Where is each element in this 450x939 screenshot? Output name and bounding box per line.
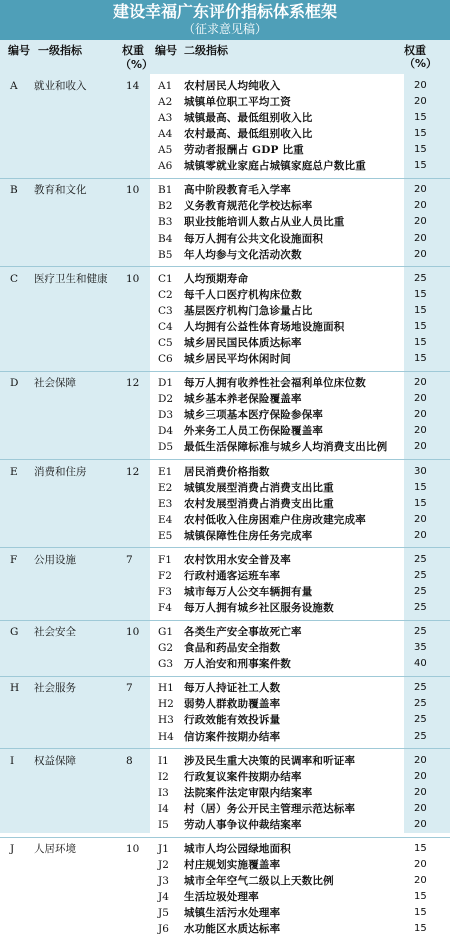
table-row (0, 335, 450, 351)
table-row (0, 841, 450, 857)
sub-weight: 20 (414, 802, 427, 814)
sub-code: I5 (158, 818, 169, 831)
sub-code: E5 (158, 529, 173, 542)
table-row (0, 552, 450, 568)
group-code: I (10, 754, 15, 767)
sub-name: 农村居民人均纯收入 (184, 80, 281, 92)
table-row (0, 198, 450, 214)
group-name: 社会保障 (34, 377, 76, 390)
group-name: 公用设施 (34, 553, 76, 566)
sub-code: E1 (158, 465, 173, 478)
table-row (0, 182, 450, 198)
sub-code: F2 (158, 569, 172, 582)
table-row (0, 391, 450, 407)
table-row (0, 158, 450, 174)
sub-name: 每万人持证社工人数 (184, 682, 281, 695)
sub-code: I1 (158, 754, 169, 767)
table-row (0, 110, 450, 126)
sub-name: 居民消费价格指数 (184, 465, 270, 478)
group-weight: 10 (126, 626, 140, 639)
table-row (0, 423, 450, 439)
sub-code: A4 (158, 128, 173, 141)
table-row (0, 769, 450, 785)
sub-weight: 20 (414, 80, 427, 91)
group-code: A (10, 80, 18, 92)
sub-weight: 25 (414, 569, 427, 581)
sub-name: 年人均参与文化活动次数 (184, 248, 302, 261)
sub-code: C5 (158, 337, 173, 350)
table-row (0, 921, 450, 937)
sub-code: C1 (158, 272, 173, 285)
group-code: H (10, 682, 20, 695)
table-row (0, 600, 450, 616)
group-weight: 7 (126, 682, 133, 695)
sub-code: D3 (158, 409, 174, 422)
group-divider (0, 371, 450, 372)
group-name: 社会安全 (34, 626, 76, 639)
sub-code: B1 (158, 184, 173, 197)
sub-code: E4 (158, 513, 173, 526)
sub-weight: 15 (414, 144, 427, 156)
group-code: C (10, 272, 19, 285)
sub-name: 每万人拥有城乡社区服务设施数 (184, 602, 334, 615)
sub-weight: 20 (414, 184, 427, 196)
sub-weight: 25 (414, 626, 427, 638)
table-row (0, 753, 450, 769)
group-weight: 10 (126, 843, 140, 855)
sub-weight: 15 (414, 497, 427, 509)
sub-code: J3 (158, 875, 169, 888)
sub-weight: 20 (414, 529, 427, 541)
sub-weight: 25 (414, 714, 427, 726)
sub-weight: 15 (414, 891, 427, 903)
indicator-group (0, 678, 450, 746)
sub-code: A2 (158, 96, 173, 109)
sub-name: 水功能区水质达标率 (184, 923, 281, 936)
group-name: 医疗卫生和健康 (34, 272, 108, 285)
sub-name: 行政复议案件按期办结率 (184, 770, 302, 783)
sub-code: G3 (158, 658, 174, 671)
sub-code: E3 (158, 497, 173, 510)
indicator-group (0, 269, 450, 369)
sub-weight: 15 (414, 112, 427, 124)
sub-name: 人均拥有公益性体育场地设施面积 (184, 320, 345, 333)
sub-code: D4 (158, 425, 174, 438)
sub-weight: 20 (414, 425, 427, 437)
sub-name: 信访案件按期办结率 (184, 730, 281, 743)
indicator-group (0, 550, 450, 618)
sub-name: 城乡基本养老保险覆盖率 (184, 393, 302, 406)
table-row (0, 271, 450, 287)
table-row (0, 512, 450, 528)
sub-weight: 15 (414, 353, 427, 365)
table-row (0, 873, 450, 889)
group-divider (0, 837, 450, 838)
sub-code: F4 (158, 602, 172, 615)
table-row (0, 857, 450, 873)
sub-name: 城乡三项基本医疗保险参保率 (184, 409, 324, 422)
sub-weight: 20 (414, 248, 427, 260)
sub-weight: 20 (414, 200, 427, 212)
sub-code: C3 (158, 304, 173, 317)
sub-code: F1 (158, 553, 172, 566)
sub-weight: 15 (414, 160, 427, 172)
group-weight: 12 (126, 465, 140, 478)
group-divider (0, 178, 450, 179)
table-row (0, 528, 450, 544)
table-row (0, 214, 450, 230)
table-row (0, 78, 450, 94)
sub-weight: 25 (414, 602, 427, 614)
indicator-group (0, 373, 450, 457)
sub-weight: 15 (414, 128, 427, 140)
table-row (0, 351, 450, 367)
column-headers (0, 40, 450, 74)
sub-code: H1 (158, 682, 174, 695)
sub-name: 职业技能培训人数占从业人员比重 (184, 216, 345, 229)
sub-name: 涉及民生重大决策的民调率和听证率 (184, 754, 356, 767)
sub-name: 农村低收入住房困难户住房改建完成率 (184, 513, 366, 526)
sub-name: 最低生活保障标准与城乡人均消费支出比例 (184, 441, 388, 454)
sub-weight: 30 (414, 465, 427, 477)
sub-weight: 20 (414, 96, 427, 108)
sub-weight: 25 (414, 553, 427, 565)
sub-code: F3 (158, 585, 172, 598)
table-row (0, 247, 450, 263)
sub-code: H4 (158, 730, 174, 743)
sub-name: 城市每万人公交车辆拥有量 (184, 585, 313, 598)
sub-weight: 15 (414, 304, 427, 316)
sub-code: H3 (158, 714, 174, 727)
indicator-group (0, 462, 450, 546)
table-row (0, 656, 450, 672)
sub-name: 城镇发展型消费占消费支出比重 (184, 481, 334, 494)
sub-name: 城镇生活污水处理率 (184, 907, 281, 920)
sub-name: 外来务工人员工伤保险覆盖率 (184, 425, 324, 438)
table-header (0, 0, 450, 40)
table-row (0, 231, 450, 247)
sub-name: 城乡居民平均休闲时间 (184, 353, 291, 366)
group-name: 社会服务 (34, 682, 76, 695)
group-weight: 8 (126, 754, 133, 767)
sub-code: B3 (158, 216, 173, 229)
sub-code: H2 (158, 698, 174, 711)
sub-name: 食品和药品安全指数 (184, 642, 281, 655)
sub-weight: 20 (414, 441, 427, 453)
group-code: F (10, 553, 18, 566)
sub-code: C4 (158, 320, 173, 333)
sub-name: 行政效能有效投诉量 (184, 714, 281, 727)
group-weight: 14 (126, 80, 140, 92)
sub-weight: 15 (414, 923, 427, 935)
table-row (0, 287, 450, 303)
group-weight: 10 (126, 272, 140, 285)
col-code: 编号 (8, 44, 30, 57)
sub-code: C2 (158, 288, 173, 301)
sub-code: A3 (158, 112, 173, 125)
table-row (0, 785, 450, 801)
sub-name: 人均预期寿命 (184, 272, 249, 285)
indicator-group (0, 751, 450, 835)
sub-weight: 20 (414, 818, 427, 830)
sub-weight: 25 (414, 682, 427, 694)
sub-weight: 40 (414, 658, 427, 670)
sub-code: I2 (158, 770, 169, 783)
group-weight: 12 (126, 377, 140, 390)
table-row (0, 94, 450, 110)
table-row (0, 407, 450, 423)
table-row (0, 817, 450, 833)
group-name: 权益保障 (34, 754, 76, 767)
group-divider (0, 620, 450, 621)
sub-name: 村（居）务公开民主管理示范达标率 (184, 802, 356, 815)
sub-code: J2 (158, 859, 169, 872)
group-divider (0, 266, 450, 267)
sub-weight: 20 (414, 770, 427, 782)
sub-name: 高中阶段教育毛入学率 (184, 184, 291, 197)
sub-weight: 15 (414, 907, 427, 919)
sub-name: 行政村通客运班车率 (184, 569, 281, 582)
table-row (0, 624, 450, 640)
table-row (0, 889, 450, 905)
sub-name: 义务教育规范化学校达标率 (184, 200, 313, 213)
sub-weight: 20 (414, 377, 427, 389)
sub-name: 每万人拥有公共文化设施面积 (184, 232, 324, 245)
group-divider (0, 748, 450, 749)
table-row (0, 126, 450, 142)
sub-code: G2 (158, 642, 174, 655)
sub-name: 生活垃圾处理率 (184, 891, 259, 904)
table-row (0, 375, 450, 391)
sub-name: 城乡居民国民体质达标率 (184, 337, 302, 350)
sub-weight: 20 (414, 513, 427, 525)
col-sub-code: 编号 (155, 44, 177, 57)
group-code: E (10, 465, 18, 478)
group-weight: 10 (126, 184, 140, 197)
sub-weight: 25 (414, 698, 427, 710)
sub-weight: 15 (414, 481, 427, 493)
sub-weight: 20 (414, 216, 427, 228)
group-code: J (10, 843, 15, 855)
group-code: D (10, 377, 19, 390)
table-row (0, 496, 450, 512)
sub-name: 农村最高、最低组别收入比 (184, 128, 313, 141)
sub-weight: 15 (414, 337, 427, 349)
table-row (0, 568, 450, 584)
col-secondary: 二级指标 (184, 44, 228, 57)
sub-name: 农村发展型消费占消费支出比重 (184, 497, 334, 510)
sub-name: 各类生产安全事故死亡率 (184, 626, 302, 639)
table-title: 建设幸福广东评价指标体系框架 (112, 2, 337, 21)
sub-code: D1 (158, 377, 174, 390)
sub-name: 基层医疗机构门急诊量占比 (184, 304, 313, 317)
sub-weight: 20 (414, 232, 427, 244)
sub-name: 劳动者报酬占 GDP 比重 (184, 144, 304, 157)
sub-weight: 15 (414, 288, 427, 300)
sub-code: C6 (158, 353, 173, 366)
group-divider (0, 459, 450, 460)
sub-weight: 20 (414, 786, 427, 798)
indicator-group (0, 622, 450, 674)
table-row (0, 801, 450, 817)
sub-weight: 20 (414, 409, 427, 421)
sub-name: 村庄规划实施覆盖率 (184, 859, 281, 872)
sub-name: 劳动人事争议仲裁结案率 (184, 818, 302, 831)
group-code: B (10, 184, 18, 197)
table-row (0, 480, 450, 496)
indicator-group (0, 76, 450, 176)
col-sub-weight: 权重（%） (404, 44, 438, 70)
col-weight-bottom: （%） (120, 58, 154, 71)
table-row (0, 729, 450, 745)
sub-code: D2 (158, 393, 174, 406)
sub-name: 城市人均公园绿地面积 (184, 843, 291, 855)
table-row (0, 142, 450, 158)
sub-weight: 20 (414, 754, 427, 766)
sub-weight: 20 (414, 875, 427, 887)
sub-name: 万人治安和刑事案件数 (184, 658, 291, 671)
sub-code: J5 (158, 907, 169, 920)
sub-name: 弱势人群救助覆盖率 (184, 698, 281, 711)
group-name: 消费和住房 (34, 465, 87, 478)
sub-code: A5 (158, 144, 173, 157)
sub-code: A1 (158, 80, 173, 92)
sub-name: 城镇保障性住房任务完成率 (184, 529, 313, 542)
sub-name: 城镇零就业家庭占城镇家庭总户数比重 (184, 160, 366, 173)
table-row (0, 303, 450, 319)
sub-name: 每万人拥有收养性社会福利单位床位数 (184, 377, 366, 390)
sub-weight: 20 (414, 393, 427, 405)
sub-code: J6 (158, 923, 169, 936)
sub-code: I3 (158, 786, 169, 799)
table-row (0, 584, 450, 600)
group-divider (0, 547, 450, 548)
table-row (0, 439, 450, 455)
sub-code: B2 (158, 200, 173, 213)
sub-weight: 15 (414, 843, 427, 854)
sub-weight: 25 (414, 730, 427, 742)
sub-code: B4 (158, 232, 173, 245)
sub-code: J1 (158, 843, 169, 855)
table-row (0, 319, 450, 335)
sub-weight: 15 (414, 320, 427, 332)
table-row (0, 696, 450, 712)
sub-code: B5 (158, 248, 173, 261)
sub-name: 每千人口医疗机构床位数 (184, 288, 302, 301)
table-row (0, 712, 450, 728)
sub-code: G1 (158, 626, 174, 639)
table-row (0, 905, 450, 921)
sub-name: 城市全年空气二级以上天数比例 (184, 875, 334, 888)
sub-code: E2 (158, 481, 173, 494)
sub-code: A6 (158, 160, 173, 173)
sub-weight: 25 (414, 272, 427, 284)
col-primary: 一级指标 (38, 44, 82, 57)
indicator-group (0, 180, 450, 264)
sub-code: I4 (158, 802, 169, 815)
group-weight: 7 (126, 553, 133, 566)
group-divider (0, 676, 450, 677)
sub-name: 城镇单位职工平均工资 (184, 96, 291, 109)
sub-code: D5 (158, 441, 174, 454)
group-name: 教育和文化 (34, 184, 87, 197)
table-row (0, 640, 450, 656)
group-name: 人居环境 (34, 843, 76, 855)
sub-name: 城镇最高、最低组别收入比 (184, 112, 313, 125)
sub-name: 法院案件法定审限内结案率 (184, 786, 313, 799)
table-row (0, 680, 450, 696)
sub-name: 农村饮用水安全普及率 (184, 553, 291, 566)
sub-code: J4 (158, 891, 169, 904)
group-name: 就业和收入 (34, 80, 87, 92)
sub-weight: 20 (414, 859, 427, 871)
table-subtitle: （征求意见稿） (182, 22, 267, 36)
sub-weight: 25 (414, 585, 427, 597)
indicator-group (0, 839, 450, 939)
col-weight-top: 权重 (122, 44, 144, 57)
group-code: G (10, 626, 19, 639)
sub-weight: 35 (414, 642, 427, 654)
table-row (0, 464, 450, 480)
